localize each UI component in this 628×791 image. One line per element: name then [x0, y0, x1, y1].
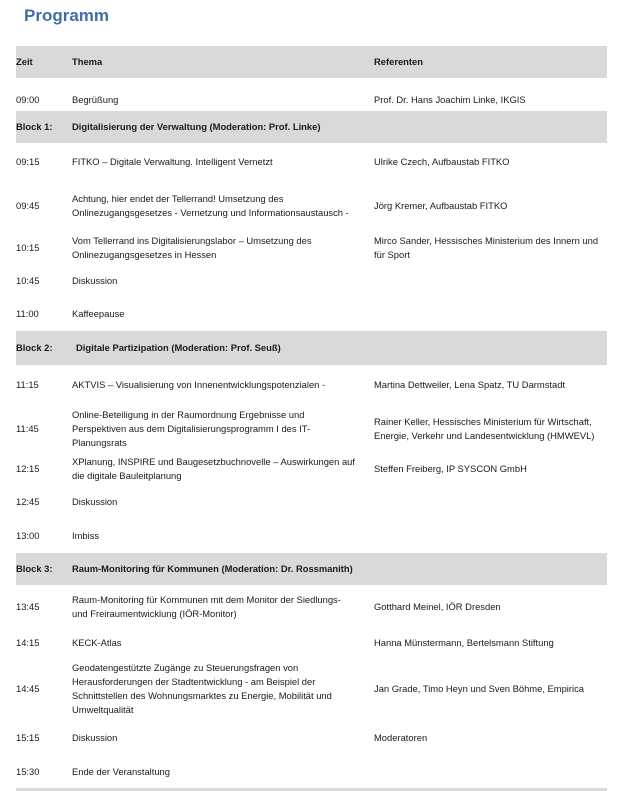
- block-number: Block 3:: [16, 563, 53, 574]
- row-time: 11:45: [16, 423, 39, 434]
- row-topic: Achtung, hier endet der Tellerrand! Umsetzung des Onlinezugangsgesetzes - Vernetzung und Informationsaustausch -: [72, 193, 349, 218]
- row-topic: KECK-Atlas: [72, 637, 122, 648]
- row-topic: Raum-Monitoring für Kommunen mit dem Monitor der Siedlungs- und Freiraumentwicklung (IÖR-Monitor): [72, 594, 341, 619]
- row-speakers: [374, 485, 609, 519]
- row-topic: Diskussion: [72, 275, 118, 286]
- row-time: 13:00: [16, 530, 40, 541]
- row-time: 10:15: [16, 242, 40, 253]
- header-topic: Thema: [72, 56, 103, 67]
- table-row: [16, 519, 607, 553]
- table-row: [16, 721, 607, 755]
- row-speakers: Hanna Münstermann, Bertelsmann Stiftung: [374, 637, 554, 648]
- row-time: 12:15: [16, 463, 40, 474]
- header-time: Zeit: [16, 56, 33, 67]
- row-time: 14:15: [16, 637, 40, 648]
- row-topic: Diskussion: [72, 732, 118, 743]
- row-time: 13:45: [16, 601, 40, 612]
- table-row: [16, 265, 607, 297]
- row-time: 09:45: [16, 200, 40, 211]
- row-time: 15:30: [16, 765, 40, 777]
- row-speakers: Martina Dettweiler, Lena Spatz, TU Darmstadt: [374, 379, 566, 390]
- row-speakers: [374, 519, 609, 553]
- row-speakers: Moderatoren: [374, 732, 428, 743]
- row-topic: Vom Tellerrand ins Digitalisierungslabor – Umsetzung des Onlinezugangsgesetzes in Hessen: [72, 235, 312, 260]
- row-time: 14:45: [16, 683, 40, 694]
- row-topic: AKTVIS – Visualisierung von Innenentwicklungspotenzialen -: [72, 379, 326, 390]
- row-speakers: Rainer Keller, Hessisches Ministerium für Wirtschaft, Energie, Verkehr und Landesentwicklung (HMWEVL): [374, 416, 595, 441]
- row-time: 09:00: [16, 93, 40, 105]
- block-title: Digitale Partizipation (Moderation: Prof. Seuß): [76, 342, 281, 353]
- row-topic: Kaffeepause: [72, 308, 125, 319]
- row-speakers: [374, 297, 609, 331]
- row-speakers: Mirco Sander, Hessisches Ministerium des Innern und für Sport: [374, 235, 599, 260]
- row-speakers: Jörg Kremer, Aufbaustab FITKO: [374, 200, 508, 211]
- block-header-row: [16, 331, 607, 365]
- row-topic: XPlanung, INSPIRE und Baugesetzbuchnovelle – Auswirkungen auf die digitale Bauleitplanung: [72, 456, 355, 481]
- row-time: 10:45: [16, 275, 40, 286]
- table-row: [16, 755, 607, 791]
- table-row: [16, 485, 607, 519]
- table-row: [16, 181, 607, 231]
- table-row: [16, 453, 607, 485]
- row-speakers: [374, 755, 609, 788]
- row-topic: Online-Beteiligung in der Raumordnung Ergebnisse und Perspektiven aus dem Digitalisierungsprogramm I des IT-Planungsrats: [72, 409, 311, 448]
- program-table: [16, 46, 607, 791]
- row-time: 12:45: [16, 496, 40, 507]
- table-row: [16, 365, 607, 405]
- block-header-row: [16, 111, 607, 143]
- row-time: 15:15: [16, 732, 40, 743]
- row-topic: Ende der Veranstaltung: [72, 765, 170, 777]
- table-row: [16, 231, 607, 265]
- row-topic: Imbiss: [72, 530, 100, 541]
- row-speakers: Prof. Dr. Hans Joachim Linke, IKGIS: [374, 93, 526, 105]
- row-topic: Geodatengestützte Zugänge zu Steuerungsfragen von Herausforderungen der Stadtentwicklung - am Beispiel der Schnittstellen des Wohnungsmarktes zu Energie, Mobilität und Umweltqualität: [72, 662, 332, 715]
- table-row: [16, 629, 607, 657]
- table-row: [16, 143, 607, 181]
- table-row: [16, 78, 607, 111]
- row-speakers: [374, 265, 609, 297]
- table-row: [16, 657, 607, 721]
- table-row: [16, 297, 607, 331]
- row-time: 11:15: [16, 379, 39, 390]
- row-speakers: Ulrike Czech, Aufbaustab FITKO: [374, 156, 510, 167]
- page-title: Programm: [24, 6, 110, 25]
- row-speakers: Gotthard Meinel, IÖR Dresden: [374, 601, 501, 612]
- row-topic: Diskussion: [72, 496, 118, 507]
- block-header-row: [16, 553, 607, 585]
- row-time: 11:00: [16, 308, 39, 319]
- block-title: Digitalisierung der Verwaltung (Moderation: Prof. Linke): [72, 121, 321, 132]
- block-title: Raum-Monitoring für Kommunen (Moderation: Dr. Rossmanith): [72, 563, 353, 574]
- table-header-row: [16, 46, 607, 78]
- block-number: Block 2:: [16, 342, 53, 353]
- row-speakers: Jan Grade, Timo Heyn und Sven Böhme, Empirica: [374, 683, 584, 694]
- row-time: 09:15: [16, 156, 40, 167]
- header-speakers: Referenten: [374, 56, 423, 67]
- table-row: [16, 405, 607, 453]
- row-speakers: Steffen Freiberg, IP SYSCON GmbH: [374, 463, 527, 474]
- row-topic: FITKO – Digitale Verwaltung. Intelligent Vernetzt: [72, 156, 273, 167]
- block-number: Block 1:: [16, 121, 53, 132]
- row-topic: Begrüßung: [72, 93, 119, 105]
- table-row: [16, 585, 607, 629]
